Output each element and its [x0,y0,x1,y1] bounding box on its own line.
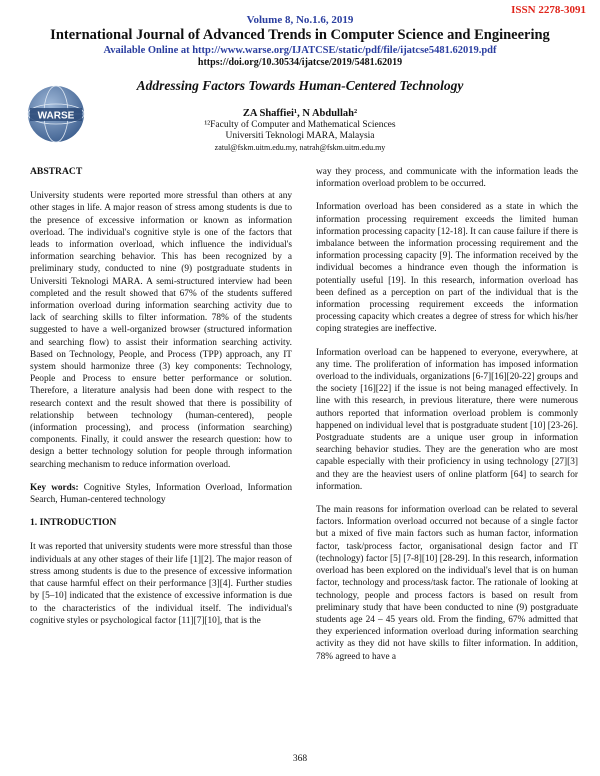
issn-label: ISSN 2278-3091 [511,4,586,16]
author-names: ZA Shaffiei¹, N Abdullah² [242,108,358,119]
doi-link[interactable]: https://doi.org/10.30534/ijatcse/2019/5481.62019 [197,57,403,68]
abstract-heading: ABSTRACT [30,166,83,177]
intro-paragraph-1: It was reported that university students were more stressful than those individuals at any other stages of their life [1][2]. The major reason of stress among students is due to the presence of excessive information that cause harmful effect on their performance [3][4]. Further studies by [5–10] indicated that the existence of excessive information is due to the characteristics of the individual itself. The individual's cognitive styles or psychological factor [11][7][10], that is the [30,542,292,626]
available-online-link[interactable]: Available Online at http://www.warse.org/IJATCSE/static/pdf/file/ijatcse5481.62019.pdf [103,45,497,56]
volume-info: Volume 8, No.1.6, 2019 [246,14,354,26]
author-affiliation: ¹²Faculty of Computer and Mathematical Sciences [204,120,396,130]
left-column [30,166,292,638]
right-paragraph-1: way they process, and communicate with the information leads the information overload problem to be occurred. [316,167,578,190]
introduction-heading: 1. INTRODUCTION [30,517,117,529]
abstract-text: University students were reported more stressful than others at any other stages in life. A major reason of stress among students is due to the presence of excessive information or known as information overload. The individual's cognitive style is one of the factors that leads to information overload, which influence the individual's information searching behavior. This has been recognized by a preliminary study, conducted to nine (9) postgraduate students in Universiti Teknologi MARA. A semi-structured interview had been completed and the result showed that 67% of the students suffered information overload during information searching activity due to lack of searching skills to filter information. 78% of the students suggested to have a well-organized browser (structured information and searching flow) to assist their information searching activity. Based on Technology, People, and Process (TPP) approach, any IT system should harmonize three (3) key components: Technology, People and Process to ensure better performance or solution. Therefore, a literature analysis had been done with respect to the research context and the result showed that there is possibility of relationship between technology (human-centered), people (information processing), and process (information searching) components. Finally, it could answer the research question: how to design a better technology solution for people through information searching mechanism to reduce information overload. [30,191,292,470]
journal-title: International Journal of Advanced Trends in Computer Science and Engineering [50,27,550,43]
right-paragraph-2: Information overload has been considered as a state in which the information processing requirement exceeds the limited human information processing capacity [12-18]. It can cause failure if there is imbalance between the information processing requirement and the information processing capacity [9]. The information received by the individual becomes a hindrance even though the information is potentially useful [19]. In this research, information overload has been defined as a perception on part of the individual that is the information processing requirement exceeds the information processing capacity which creates a degree of stress for which his/her coping strategies are ineffective. [316,202,579,335]
right-paragraph-4: The main reasons for information overload can be related to several factors. Information overload occurred not because of a single factor but a mixed of five main factors such as human factor, information factor, task/process factor, organisational design factor and IT (technology) factor [5] [7-8][10] [28-29]. In this research, information overload has been explored on the individual's level that is on human factor, technology and process/task factor. The rationale of looking at technology, people and process factors is based on result from preliminary study that have been conducted to nine (9) postgraduate students age 24 – 45 years old. From the finding, 67% admitted that they experienced information overload during information searching activity as they did not have skills to filter information. In addition, 78% agreed to have a [316,505,578,662]
keywords-label: Key words: [30,482,79,493]
author-emails[interactable]: zatul@fskm.uitm.edu.my, natrah@fskm.uitm.edu.my [214,143,386,152]
right-column [316,166,578,674]
journal-header [0,14,600,94]
page-number: 368 [292,754,308,764]
right-paragraph-3: Information overload can be happened to everyone, everywhere, at any time. The proliferation of information has imposed information overload to the individuals, organizations [6-7][16][20-22] groups and the society [16][22] if the issue is not being managed effectively. In line with this research, in previous literature, there were numerous authors reported that information overload problem is commonly happened on individual level that is postgraduate student [10] [23-26]. Postgraduate students are a unique user group in information searching behavior studies. They are the generation who are most capable especially with their proficiency in using technology [27][3] and they are the heaviest users of online platform [64] to search for information. [316,347,578,492]
paper-title: Addressing Factors Towards Human-Centered Technology [136,78,464,93]
author-block [0,108,600,152]
keywords-text: Cognitive Styles, Information Overload, Information Search, Human-centered technology [30,482,292,506]
keywords [30,482,292,506]
author-university: Universiti Teknologi MARA, Malaysia [225,131,375,141]
warse-logo-text: WARSE [37,110,75,122]
